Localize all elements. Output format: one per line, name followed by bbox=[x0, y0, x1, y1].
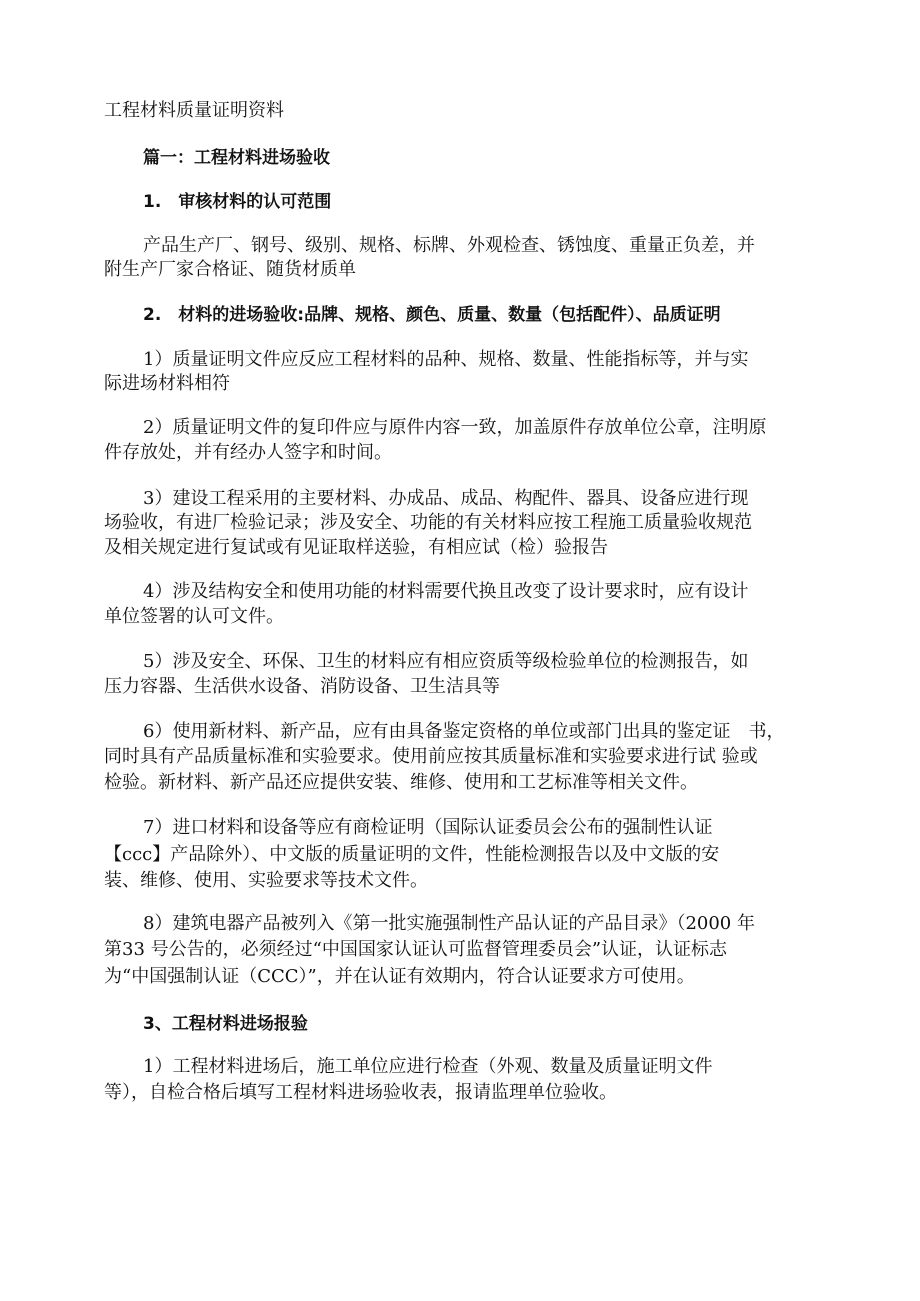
item-4-line: 单位签署的认可文件。 bbox=[104, 606, 284, 627]
item-3-line: 及相关规定进行复试或有见证取样送验，有相应试（检）验报告 bbox=[104, 537, 608, 558]
item-2-line: 2）质量证明文件的复印件应与原件内容一致，加盖原件存放单位公章，注明原 bbox=[143, 417, 767, 438]
document-title: 工程材料质量证明资料 bbox=[104, 100, 284, 121]
section-3-heading: 3、工程材料进场报验 bbox=[143, 1014, 308, 1034]
item-7-line: 7）进口材料和设备等应有商检证明（国际认证委员会公布的强制性认证 bbox=[143, 817, 713, 838]
item-5-line: 5）涉及安全、环保、卫生的材料应有相应资质等级检验单位的检测报告，如 bbox=[143, 651, 749, 672]
item-5-line: 压力容器、生活供水设备、消防设备、卫生洁具等 bbox=[104, 676, 500, 697]
section-2-heading: 2. 材料的进场验收:品牌、规格、颜色、质量、数量（包括配件）、品质证明 bbox=[143, 305, 721, 325]
item-6-line: 同时具有产品质量标准和实验要求。使用前应按其质量标准和实验要求进行试 验或 bbox=[104, 746, 758, 767]
item-6-line: 6）使用新材料、新产品，应有由具备鉴定资格的单位或部门出具的鉴定证 书， bbox=[143, 721, 785, 742]
item-8-line: 第33 号公告的，必须经过“中国国家认证认可监督管理委员会”认证，认证标志 bbox=[104, 939, 728, 960]
item-1-line: 1）质量证明文件应反应工程材料的品种、规格、数量、性能指标等，并与实 bbox=[143, 349, 749, 370]
item-1-line: 际进场材料相符 bbox=[104, 373, 230, 394]
section-3-item-1-line: 等），自检合格后填写工程材料进场验收表，报请监理单位验收。 bbox=[104, 1082, 617, 1103]
section-1-text-line: 附生产厂家合格证、随货材质单 bbox=[104, 259, 356, 280]
item-8-line: 为“中国强制认证（CCC）”，并在认证有效期内，符合认证要求方可使用。 bbox=[104, 966, 695, 987]
item-6-line: 检验。新材料、新产品还应提供安装、维修、使用和工艺标准等相关文件。 bbox=[104, 772, 698, 793]
section-1-heading: 1. 审核材料的认可范围 bbox=[143, 192, 332, 212]
section-3-item-1-line: 1）工程材料进场后，施工单位应进行检查（外观、数量及质量证明文件 bbox=[143, 1056, 713, 1077]
part-heading: 篇一：工程材料进场验收 bbox=[143, 148, 330, 168]
item-7-line: 装、维修、使用、实验要求等技术文件。 bbox=[104, 870, 428, 891]
item-3-line: 3）建设工程采用的主要材料、办成品、成品、构配件、器具、设备应进行现 bbox=[143, 488, 749, 509]
item-8-line: 8）建筑电器产品被列入《第一批实施强制性产品认证的产品目录》（2000 年 bbox=[143, 913, 755, 934]
item-3-line: 场验收，有进厂检验记录；涉及安全、功能的有关材料应按工程施工质量验收规范 bbox=[104, 512, 752, 533]
item-2-line: 件存放处，并有经办人签字和时间。 bbox=[104, 442, 392, 463]
item-4-line: 4）涉及结构安全和使用功能的材料需要代换且改变了设计要求时，应有设计 bbox=[143, 581, 749, 602]
section-1-text-line: 产品生产厂、钢号、级别、规格、标牌、外观检查、锈蚀度、重量正负差，并 bbox=[143, 235, 755, 256]
item-7-line: 【ccc】产品除外）、中文版的质量证明的文件，性能检测报告以及中文版的安 bbox=[104, 844, 720, 865]
